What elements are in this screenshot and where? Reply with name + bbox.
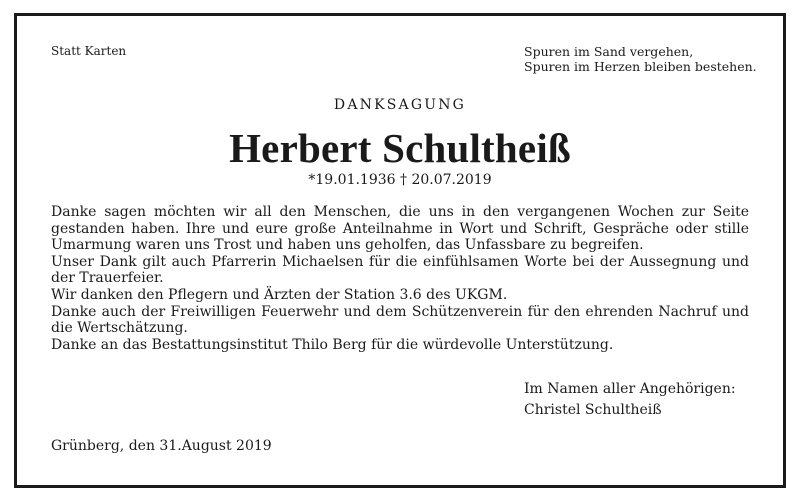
thanks-paragraph: Danke auch der Freiwilligen Feuerwehr und dem Schützenverein für den ehrenden Nachruf und die Wertschätzung. bbox=[51, 303, 749, 337]
signature-intro: Im Namen aller Angehörigen: bbox=[524, 381, 736, 397]
thanks-paragraph: Wir danken den Pflegern und Ärzten der Station 3.6 des UKGM. bbox=[51, 286, 508, 303]
thanks-paragraph: Danke an das Bestattungsinstitut Thilo Berg für die würdevolle Unterstützung. bbox=[51, 336, 614, 353]
thanks-paragraph: Danke sagen möchten wir all den Menschen, die uns in den vergangenen Wochen zur Seite gestanden haben. Ihre und eure große Anteilnahme in Wort und Schrift, Gespräche oder stille Umarmung waren uns Trost und haben uns geholfen, das Unfassbare zu begreifen. bbox=[51, 204, 749, 254]
motto-line-2: Spuren im Herzen bleiben bestehen. bbox=[524, 59, 757, 74]
statt-karten-label: Statt Karten bbox=[51, 44, 127, 58]
motto-quote bbox=[524, 44, 757, 74]
notice-heading: DANKSAGUNG bbox=[333, 97, 467, 113]
motto-line-1: Spuren im Sand vergehen, bbox=[524, 44, 694, 59]
deceased-name: Herbert Schultheiß bbox=[229, 125, 571, 171]
signature-name: Christel Schultheiß bbox=[524, 402, 662, 418]
place-date: Grünberg, den 31.August 2019 bbox=[51, 438, 272, 454]
thanks-paragraph: Unser Dank gilt auch Pfarrerin Michaelsen für die einfühlsamen Worte bei der Aussegnung und der Trauerfeier. bbox=[51, 253, 749, 287]
thanks-text bbox=[51, 204, 749, 353]
life-dates: *19.01.1936 † 20.07.2019 bbox=[308, 172, 492, 188]
signature-block bbox=[524, 379, 736, 421]
